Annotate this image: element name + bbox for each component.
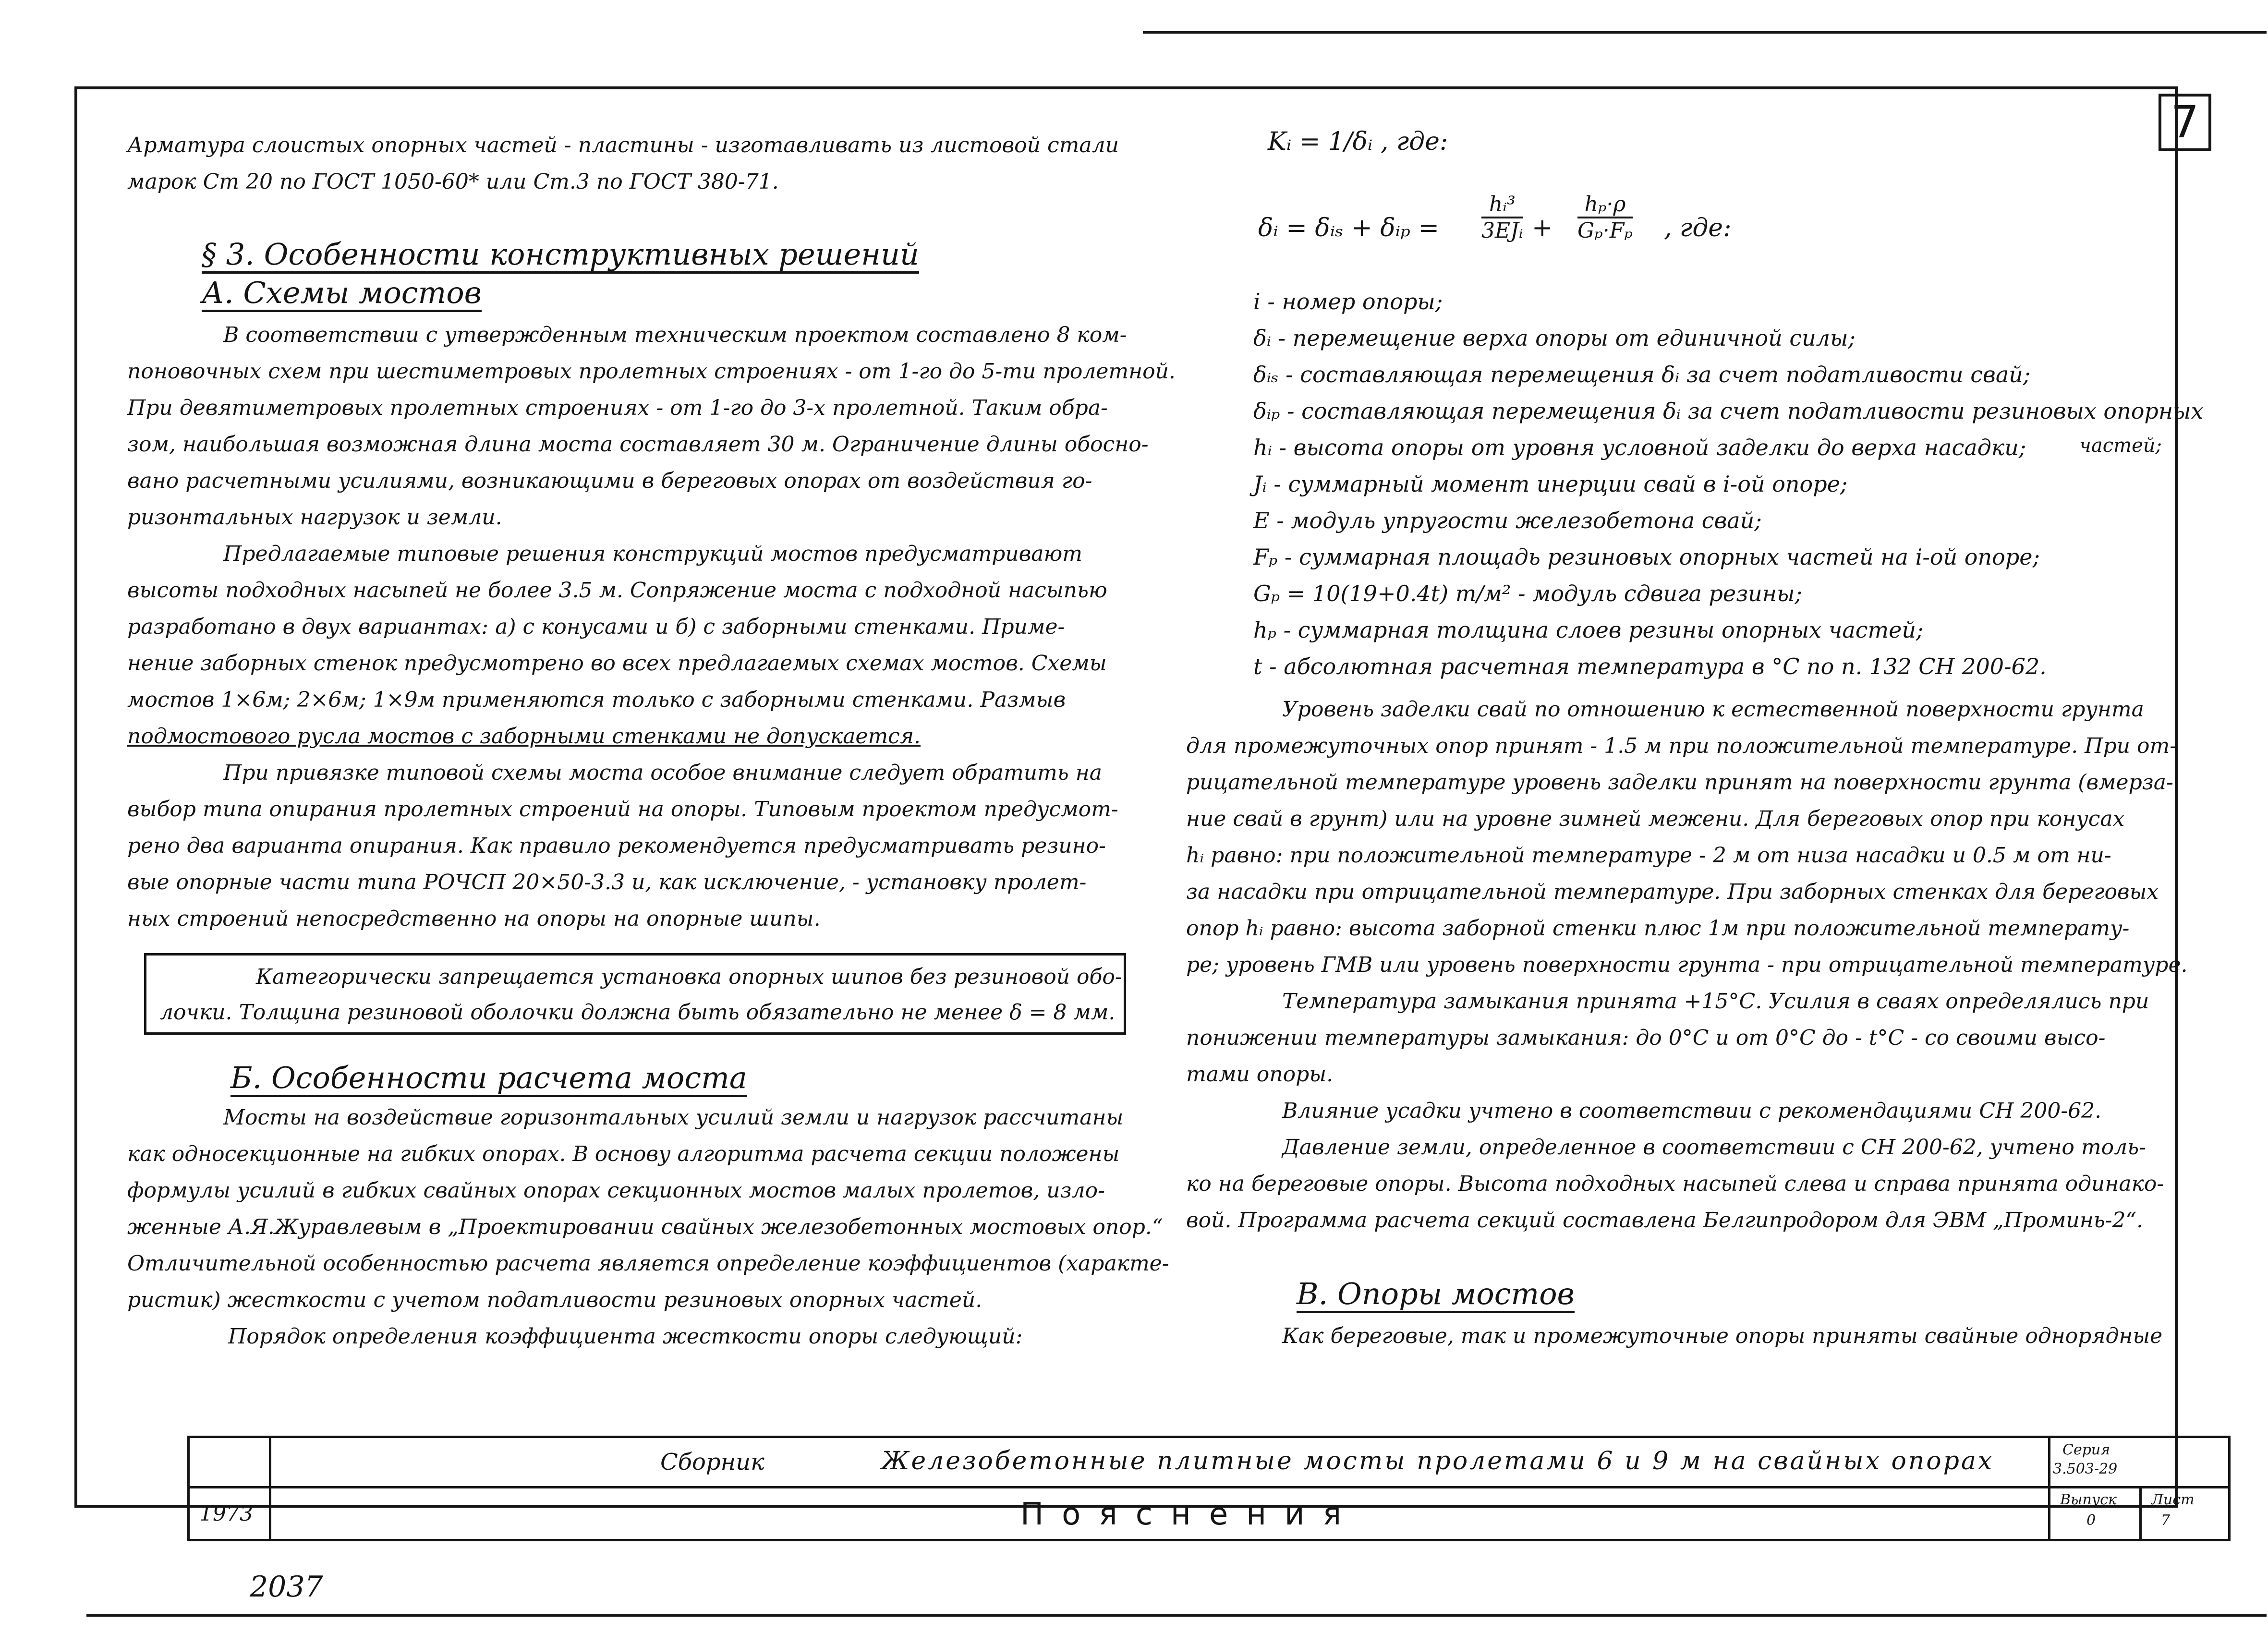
text-line: ных строений непосредственно на опоры на опорные шипы. [127,907,821,931]
text-line: зом, наибольшая возможная длина моста составляет 30 м. Ограничение длины обосно- [127,432,1149,457]
definition-line: Gₚ = 10(19+0.4t) т/м² - модуль сдвига резины; [1253,581,1803,606]
fraction-piles [1481,192,1523,243]
definition-line: δᵢₚ - составляющая перемещения δᵢ за счет податливости резиновых опорных [1253,398,2204,424]
definition-line: Jᵢ - суммарный момент инерции свай в i-ой опоре; [1253,471,1848,497]
text-line: выбор типа опирания пролетных строений на опоры. Типовым проектом предусмот- [127,797,1118,822]
section-v-body [1186,1318,2162,1355]
text-line: В соответствии с утвержденным техническим проектом составлено 8 ком- [223,323,1127,347]
definition-line: hᵢ - высота опоры от уровня условной заделки до верха насадки; [1253,435,2026,460]
section-a-heading [202,274,482,312]
title-block [187,1436,2231,1541]
fraction-rubber [1577,192,1633,243]
text-line: разработано в двух вариантах: а) с конусами и б) с заборными стенками. Приме- [127,615,1065,639]
text-line: как односекционные на гибких опорах. В основу алгоритма расчета секции положены [127,1142,1120,1166]
title-block-divider [2139,1486,2142,1541]
left-intro [127,127,1119,200]
text-line: опор hᵢ равно: высота заборной стенки плюс 1м при положительной температу- [1186,916,2130,941]
section-a-body [127,317,1176,937]
warning-line: Категорически запрещается установка опорных шипов без резиновой обо- [256,965,1122,989]
section-b-heading-text: Б. Особенности расчета моста [230,1061,747,1097]
text-line: рицательной температуре уровень заделки принят на поверхности грунта (вмерза- [1186,770,2173,795]
fraction-rubber-denominator: Gₚ·Fₚ [1577,218,1633,243]
section-a-heading-text: А. Схемы мостов [202,276,482,312]
section-3-heading-text: § 3. Особенности конструктивных решений [202,238,919,274]
title-block-divider [190,1486,2228,1488]
formula-where: , где: [1664,214,1732,242]
formula-k: Kᵢ = 1/δᵢ , где: [1268,127,1448,156]
definition-line: δᵢ - перемещение верха опоры от единичной силы; [1253,325,1856,351]
sheet-label: Лист [2151,1491,2195,1508]
definition-overflow: частей; [2079,435,2162,457]
warning-line: лочки. Толщина резиновой оболочки должна быть обязательно не менее δ = 8 мм. [160,1000,1116,1025]
issue-label: Выпуск [2060,1491,2117,1508]
section-v-heading [1297,1275,1575,1313]
definition-line: E - модуль упругости железобетона свай; [1253,508,1762,533]
text-line: Арматура слоистых опорных частей - пластины - изготавливать из листовой стали [127,133,1119,157]
definition-line: δᵢₛ - составляющая перемещения δᵢ за счет податливости свай; [1253,362,2031,387]
series-label: Серия [2062,1441,2110,1458]
text-line: При привязке типовой схемы моста особое внимание следует обратить на [223,761,1102,785]
formula-delta [1258,192,1786,269]
section-v-heading-text: В. Опоры мостов [1297,1277,1575,1313]
text-line: ние свай в грунт) или на уровне зимней межени. Для береговых опор при конусах [1186,807,2125,831]
text-line: формулы усилий в гибких свайных опорах секционных мостов малых пролетов, изло- [127,1178,1105,1203]
sheet-value: 7 [2161,1512,2171,1529]
collection-title: Железобетонные плитные мосты пролетами 6 и 9 м на свайных опорах [881,1447,1994,1476]
fraction-piles-numerator: hᵢ³ [1481,192,1523,218]
warning-box [144,953,1126,1035]
definition-line: Fₚ - суммарная площадь резиновых опорных частей на i-ой опоре; [1253,544,2040,570]
text-line: ре; уровень ГМВ или уровень поверхности грунта - при отрицательной температуре. [1186,953,2188,977]
section-3-heading [202,235,919,274]
text-line: Температура замыкания принята +15°С. Усилия в сваях определялись при [1282,989,2149,1014]
sheet-title: Пояснения [1020,1497,1360,1532]
text-line: Предлагаемые типовые решения конструкций мостов предусматривают [223,542,1082,566]
issue-value: 0 [2086,1512,2096,1529]
text-line: марок Ст 20 по ГОСТ 1050-60* или Ст.3 по ГОСТ 380-71. [127,169,779,194]
text-line: мостов 1×6м; 2×6м; 1×9м применяются только с заборными стенками. Размыв [127,688,1066,712]
text-line: hᵢ равно: при положительной температуре - 2 м от низа насадки и 0.5 м от ни- [1186,843,2111,868]
text-line: Мосты на воздействие горизонтальных усилий земли и нагрузок рассчитаны [223,1105,1124,1130]
definition-line: t - абсолютная расчетная температура в °С по п. 132 СН 200-62. [1253,653,2047,679]
text-line: вано расчетными усилиями, возникающими в береговых опорах от воздействия го- [127,469,1092,493]
text-line: нение заборных стенок предусмотрено во всех предлагаемых схемах мостов. Схемы [127,651,1107,676]
text-line: высоты подходных насыпей не более 3.5 м. Сопряжение моста с подходной насыпью [127,578,1107,603]
bottom-edge-line [86,1614,2267,1617]
text-line: ко на береговые опоры. Высота подходных насыпей слева и справа принята одинако- [1186,1172,2164,1196]
text-line: ризонтальных нагрузок и земли. [127,505,502,530]
definition-line: hₚ - суммарная толщина слоев резины опорных частей; [1253,617,1924,643]
section-b-body [127,1100,1169,1355]
text-line: Уровень заделки свай по отношению к естественной поверхности грунта [1282,697,2144,722]
text-line: Как береговые, так и промежуточные опоры приняты свайные однорядные [1282,1324,2163,1348]
text-line: Давление земли, определенное в соответствии с СН 200-62, учтено толь- [1282,1135,2146,1160]
definition-line: i - номер опоры; [1253,289,1443,314]
text-line: вой. Программа расчета секций составлена Белгипродором для ЭВМ „Проминь-2“. [1186,1208,2143,1233]
text-line: женные А.Я.Журавлевым в „Проектировании свайных железобетонных мостовых опор.“ [127,1215,1163,1239]
definitions-list [1253,283,2204,685]
year: 1973 [199,1501,253,1526]
text-line: ристик) жесткости с учетом податливости резиновых опорных частей. [127,1288,982,1312]
top-edge-line [1143,31,2267,34]
formula-delta-left: δᵢ = δᵢₛ + δᵢₚ = [1258,214,1439,242]
series-value: 3.503-29 [2053,1461,2118,1477]
text-line: Влияние усадки учтено в соответствии с рекомендациями СН 200-62. [1282,1099,2102,1123]
page-footer-number: 2037 [250,1570,323,1604]
text-line: для промежуточных опор принят - 1.5 м при положительной температуре. При от- [1186,734,2177,758]
title-block-divider [269,1438,271,1539]
text-line: рено два варианта опирания. Как правило рекомендуется предусматривать резино- [127,834,1106,858]
section-b-heading [230,1059,747,1097]
title-block-divider [2048,1438,2050,1539]
formula-plus: + [1532,214,1553,242]
text-line: При девятиметровых пролетных строениях - от 1-го до 3-х пролетной. Таким обра- [127,396,1108,420]
text-line: поновочных схем при шестиметровых пролетных строениях - от 1-го до 5-ти пролетной. [127,359,1176,384]
text-line: Отличительной особенностью расчета является определение коэффициентов (характе- [127,1251,1169,1276]
fraction-rubber-numerator: hₚ·ρ [1577,192,1633,218]
text-line: за насадки при отрицательной температуре. При заборных стенках для береговых [1186,880,2159,904]
sheet-number-box: 7 [2159,94,2211,151]
text-line: подмостового русла мостов с заборными стенками не допускается. [127,724,921,749]
text-line: тами опоры. [1186,1062,1334,1087]
text-line: вые опорные части типа РОЧСП 20×50-3.3 и, как исключение, - установку пролет- [127,870,1087,895]
text-line: Порядок определения коэффициента жесткости опоры следующий: [228,1324,1023,1349]
fraction-piles-denominator: 3EJᵢ [1481,218,1523,243]
text-line: понижении температуры замыкания: до 0°С и от 0°С до - t°С - со своими высо- [1186,1026,2106,1050]
right-paragraphs [1186,691,2188,1239]
collection-label: Сборник [660,1449,764,1476]
